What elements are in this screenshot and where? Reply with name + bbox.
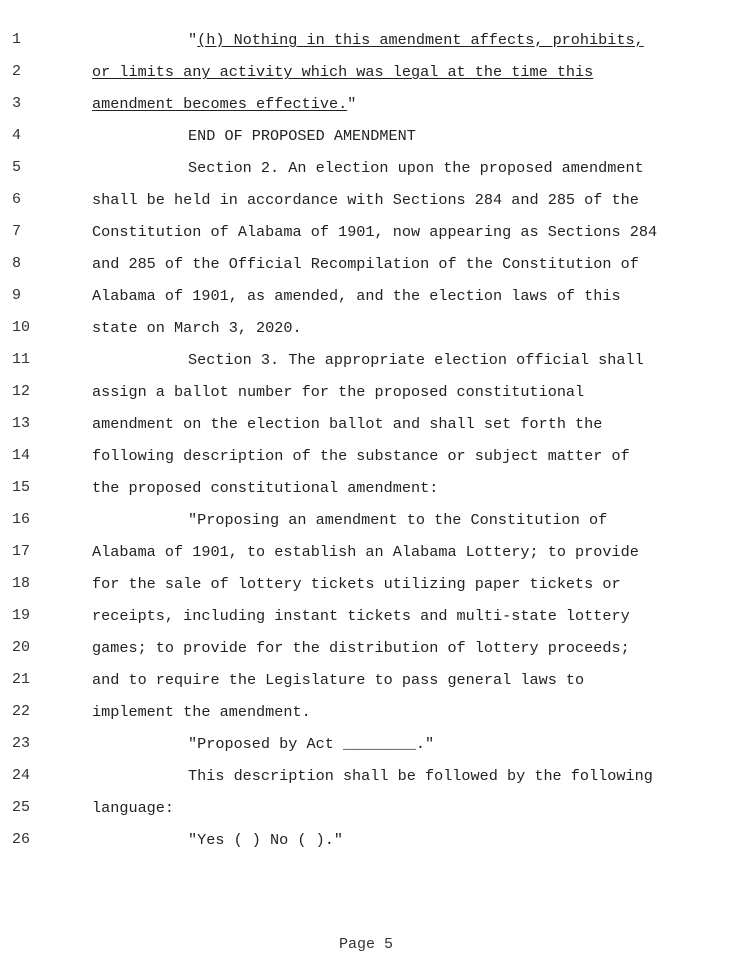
document-line bbox=[0, 63, 732, 95]
line-number: 14 bbox=[12, 447, 31, 464]
line-text-plain: assign a ballot number for the proposed constitutional bbox=[92, 383, 585, 401]
line-number: 1 bbox=[12, 31, 22, 48]
line-text-plain: receipts, including instant tickets and multi-state lottery bbox=[92, 607, 630, 625]
line-number: 3 bbox=[12, 95, 22, 112]
document-line bbox=[0, 607, 732, 639]
line-number: 5 bbox=[12, 159, 22, 176]
line-number: 18 bbox=[12, 575, 31, 592]
line-text bbox=[92, 223, 657, 241]
line-number: 11 bbox=[12, 351, 31, 368]
line-number: 4 bbox=[12, 127, 22, 144]
line-text-plain: implement the amendment. bbox=[92, 703, 311, 721]
line-number: 16 bbox=[12, 511, 31, 528]
line-number: 8 bbox=[12, 255, 22, 272]
document-line bbox=[0, 511, 732, 543]
line-text bbox=[92, 383, 584, 401]
line-number: 17 bbox=[12, 543, 31, 560]
document-line bbox=[0, 255, 732, 287]
line-text bbox=[92, 95, 356, 113]
line-text-plain: Section 3. The appropriate election official shall bbox=[188, 351, 644, 369]
document-line bbox=[0, 383, 732, 415]
document-line bbox=[0, 351, 732, 383]
line-text-underlined: amendment becomes effective. bbox=[92, 95, 348, 113]
line-number: 22 bbox=[12, 703, 31, 720]
line-number: 9 bbox=[12, 287, 22, 304]
document-line bbox=[0, 671, 732, 703]
line-text bbox=[188, 159, 644, 177]
document-line bbox=[0, 159, 732, 191]
line-text-plain: Alabama of 1901, as amended, and the election laws of this bbox=[92, 287, 621, 305]
line-number: 21 bbox=[12, 671, 31, 688]
document-line bbox=[0, 95, 732, 127]
line-text-plain: Section 2. An election upon the proposed amendment bbox=[188, 159, 644, 177]
line-text bbox=[92, 479, 438, 497]
line-text-underlined: or limits any activity which was legal at the time this bbox=[92, 63, 594, 81]
document-line bbox=[0, 735, 732, 767]
line-text-underlined: (h) Nothing in this amendment affects, prohibits, bbox=[197, 31, 644, 49]
document-line bbox=[0, 639, 732, 671]
document-line bbox=[0, 543, 732, 575]
document-line bbox=[0, 287, 732, 319]
line-text bbox=[92, 607, 630, 625]
line-text bbox=[188, 767, 653, 785]
line-text bbox=[92, 671, 584, 689]
line-text bbox=[92, 703, 311, 721]
document-line bbox=[0, 223, 732, 255]
line-text bbox=[92, 255, 639, 273]
line-number: 2 bbox=[12, 63, 22, 80]
line-text-plain: Constitution of Alabama of 1901, now appearing as Sections 284 bbox=[92, 223, 658, 241]
line-text bbox=[92, 191, 639, 209]
line-text-plain-after: " bbox=[347, 95, 357, 113]
line-text-plain: and 285 of the Official Recompilation of the Constitution of bbox=[92, 255, 639, 273]
line-text-plain: This description shall be followed by the following bbox=[188, 767, 653, 785]
line-text bbox=[92, 415, 602, 433]
line-text-plain: Alabama of 1901, to establish an Alabama Lottery; to provide bbox=[92, 543, 639, 561]
line-text bbox=[188, 31, 644, 49]
line-number: 15 bbox=[12, 479, 31, 496]
line-text-plain: " bbox=[188, 31, 198, 49]
line-text bbox=[92, 319, 302, 337]
document-line bbox=[0, 415, 732, 447]
document-line bbox=[0, 703, 732, 735]
document-line bbox=[0, 127, 732, 159]
line-text bbox=[92, 575, 621, 593]
line-text-plain: "Yes ( ) No ( )." bbox=[188, 831, 343, 849]
line-text bbox=[92, 447, 630, 465]
line-text-plain: amendment on the election ballot and shall set forth the bbox=[92, 415, 603, 433]
document-line bbox=[0, 831, 732, 863]
line-text-plain: the proposed constitutional amendment: bbox=[92, 479, 439, 497]
document-line bbox=[0, 799, 732, 831]
line-number: 13 bbox=[12, 415, 31, 432]
line-text bbox=[92, 287, 621, 305]
line-text bbox=[92, 799, 174, 817]
line-number: 12 bbox=[12, 383, 31, 400]
line-text-plain: language: bbox=[92, 799, 175, 817]
line-number: 25 bbox=[12, 799, 31, 816]
document-line bbox=[0, 31, 732, 63]
line-text-plain: "Proposing an amendment to the Constitution of bbox=[188, 511, 608, 529]
line-text-plain: for the sale of lottery tickets utilizing paper tickets or bbox=[92, 575, 621, 593]
line-number: 20 bbox=[12, 639, 31, 656]
line-text-plain: shall be held in accordance with Sections 284 and 285 of the bbox=[92, 191, 639, 209]
document-line bbox=[0, 447, 732, 479]
line-text bbox=[188, 351, 644, 369]
document-line bbox=[0, 319, 732, 351]
line-text-plain: games; to provide for the distribution of lottery proceeds; bbox=[92, 639, 630, 657]
line-text bbox=[188, 831, 343, 849]
line-text bbox=[92, 543, 639, 561]
page-footer: Page 5 bbox=[338, 936, 393, 953]
line-number: 24 bbox=[12, 767, 31, 784]
line-number: 6 bbox=[12, 191, 22, 208]
document-line bbox=[0, 767, 732, 799]
document-line bbox=[0, 479, 732, 511]
line-text bbox=[92, 63, 593, 81]
line-text-plain: "Proposed by Act ________." bbox=[188, 735, 435, 753]
line-number: 26 bbox=[12, 831, 31, 848]
line-number: 23 bbox=[12, 735, 31, 752]
document-line bbox=[0, 191, 732, 223]
line-text-plain: following description of the substance or subject matter of bbox=[92, 447, 630, 465]
line-text-plain: and to require the Legislature to pass general laws to bbox=[92, 671, 585, 689]
line-text-plain: state on March 3, 2020. bbox=[92, 319, 302, 337]
line-text bbox=[188, 127, 416, 145]
line-number: 19 bbox=[12, 607, 31, 624]
line-text bbox=[188, 735, 434, 753]
line-text-plain: END OF PROPOSED AMENDMENT bbox=[188, 127, 416, 145]
line-number: 7 bbox=[12, 223, 22, 240]
line-text bbox=[92, 639, 630, 657]
line-number: 10 bbox=[12, 319, 31, 336]
document-line bbox=[0, 575, 732, 607]
line-text bbox=[188, 511, 607, 529]
